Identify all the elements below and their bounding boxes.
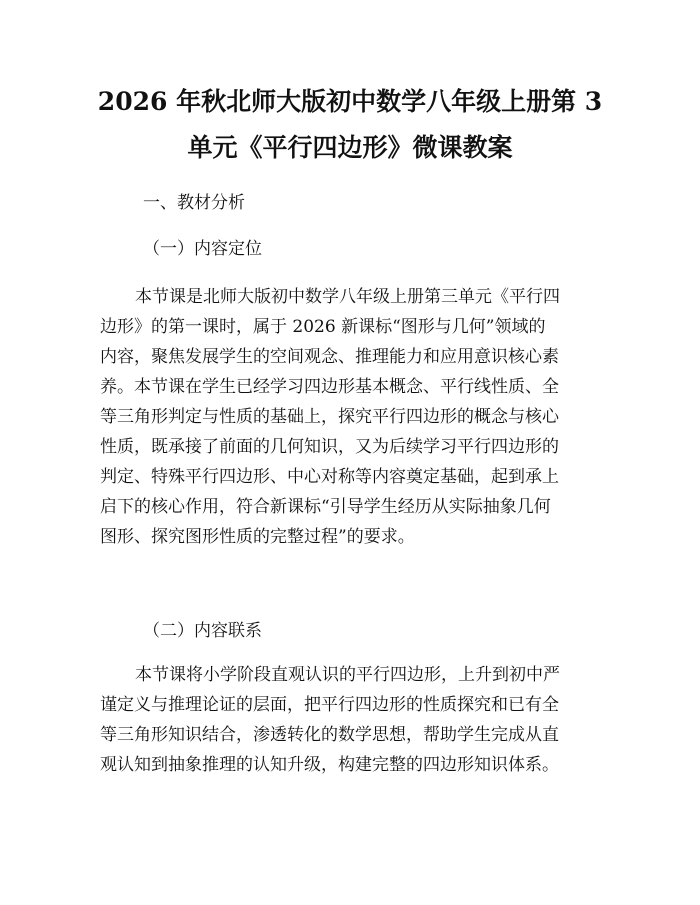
paragraph-line: 图形、探究图形性质的完整过程”的要求。 (100, 527, 415, 547)
document-title-line-2: 单元《平行四边形》微课教案 (187, 133, 513, 162)
paragraph-line: 性质，既承接了前面的几何知识，又为后续学习平行四边形的 (100, 437, 559, 457)
paragraph-line: 内容，聚焦发展学生的空间观念、推理能力和应用意识核心素 (100, 347, 559, 367)
paragraph-line: 谨定义与推理论证的层面，把平行四边形的性质探究和已有全 (100, 695, 559, 715)
paragraph-line: 边形》的第一课时，属于 2026 新课标“图形与几何”领域的 (100, 317, 546, 337)
paragraph-line: 判定、特殊平行四边形、中心对称等内容奠定基础，起到承上 (100, 467, 559, 487)
paragraph-content-positioning (100, 282, 610, 552)
paragraph-line: 本节课是北师大版初中数学八年级上册第三单元《平行四 (135, 287, 560, 307)
paragraph-content-connection (100, 660, 610, 780)
paragraph-line: 养。本节课在学生已经学习四边形基本概念、平行线性质、全 (100, 377, 559, 397)
paragraph-line: 启下的核心作用，符合新课标“引导学生经历从实际抽象几何 (100, 497, 551, 517)
paragraph-line: 等三角形知识结合，渗透转化的数学思想，帮助学生完成从直 (100, 725, 559, 745)
subsection-heading-content-connection: （二）内容联系 (143, 621, 262, 641)
paragraph-line: 本节课将小学阶段直观认识的平行四边形，上升到初中严 (135, 665, 560, 685)
paragraph-line: 等三角形判定与性质的基础上，探究平行四边形的概念与核心 (100, 407, 559, 427)
section-heading-textbook-analysis: 一、教材分析 (143, 193, 245, 213)
document-title-line-1: 2026 年秋北师大版初中数学八年级上册第 3 (97, 87, 603, 116)
paragraph-line: 观认知到抽象推理的认知升级，构建完整的四边形知识体系。 (100, 755, 559, 775)
subsection-heading-content-positioning: （一）内容定位 (143, 239, 262, 259)
